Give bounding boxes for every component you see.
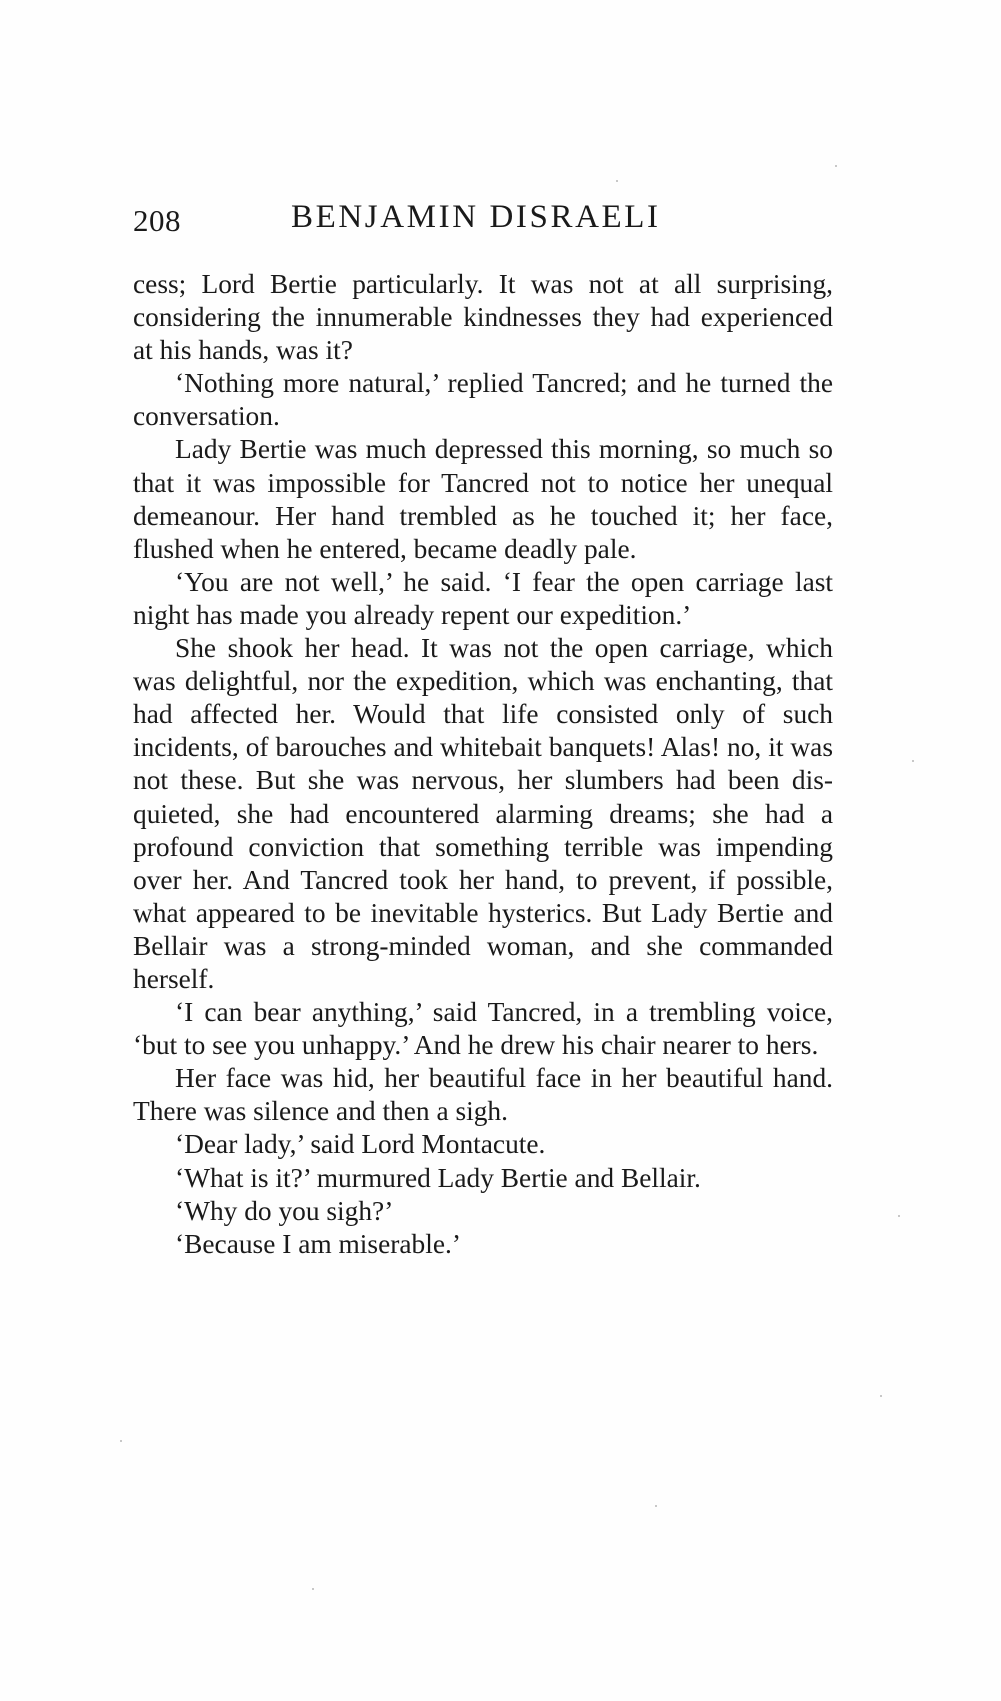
paper-speck — [312, 1588, 314, 1590]
page-number: 208 — [133, 203, 181, 238]
running-head — [133, 199, 833, 243]
paper-speck — [835, 165, 837, 167]
running-title: BENJAMIN DISRAELI — [291, 199, 661, 235]
paragraph: ‘Why do you sigh?’ — [175, 1195, 394, 1226]
paragraph: Her face was hid, her beautiful face in her beautiful hand. There was silence and then a sigh. — [133, 1063, 833, 1127]
paper-speck — [616, 180, 618, 182]
body-text — [133, 268, 833, 1261]
paragraph: ‘What is it?’ murmured Lady Bertie and Bellair. — [175, 1162, 701, 1193]
paper-speck — [655, 1505, 657, 1507]
paper-speck — [912, 760, 914, 762]
paragraph-continuation: cess; Lord Bertie particularly. It was not at all surprising, considering the innumerable kindnesses they had experienced at his hands, was it? — [133, 269, 833, 366]
paragraph: ‘I can bear anything,’ said Tancred, in a trembling voice, ‘but to see you unhappy.’ And he drew his chair nearer to hers. — [133, 997, 833, 1061]
paragraph: ‘Dear lady,’ said Lord Montacute. — [175, 1129, 546, 1160]
paragraph: She shook her head. It was not the open carriage, which was delightful, nor the expedition, which was enchanting, that had affected her. Would that life consisted only of such incidents, of barouches and whitebait banquets! Alas! no, it was not these. But she was nervous, her slumbers had been disquieted, she had encountered alarming dreams; she had a profound conviction that something terrible was impending over her. And Tancred took her hand, to prevent, if possible, what appeared to be inevitable hysterics. But Lady Bertie and Bellair was a strong-minded woman, and she commanded herself. — [133, 633, 833, 994]
paragraph: ‘Because I am miserable.’ — [175, 1228, 461, 1259]
paragraph: ‘You are not well,’ he said. ‘I fear the open carriage last night has made you already repent our expedition.’ — [133, 566, 833, 630]
paper-speck — [880, 1395, 882, 1397]
paper-speck — [898, 1215, 900, 1217]
paper-speck — [120, 1440, 122, 1442]
paragraph: Lady Bertie was much depressed this morning, so much so that it was impossible for Tancred not to notice her unequal demeanour. Her hand trembled as he touched it; her face, flushed when he entered, became deadly pale. — [133, 434, 833, 564]
paragraph: ‘Nothing more natural,’ replied Tancred; and he turned the conversation. — [133, 368, 833, 432]
